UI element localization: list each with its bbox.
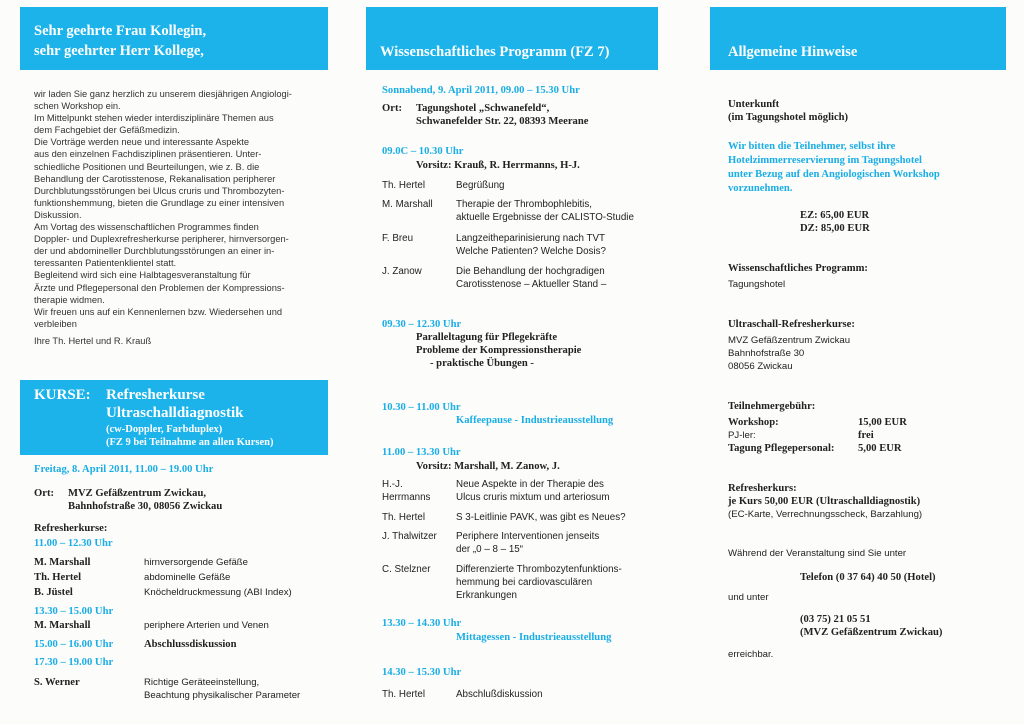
intro-line: Ärzte und Pflegepersonal den Problemen der Kompressions- [34, 282, 285, 293]
unterkunft-note: (im Tagungshotel möglich) [728, 112, 849, 123]
program-header-band [366, 7, 658, 70]
kurse-header-band [20, 380, 328, 455]
unterkunft-label: Unterkunft [728, 99, 780, 110]
kurse-title-1: Refresherkurse [106, 387, 205, 403]
course-topic: hirnversorgende Gefäße [144, 557, 248, 568]
intro-line: Im Mittelpunkt stehen wieder interdisziplinäre Themen aus [34, 113, 274, 124]
intro-line: dem Fachgebiet der Gefäßmedizin. [34, 125, 180, 136]
program-venue: Tagungshotel [728, 279, 786, 290]
double-room-price: DZ: 85,00 EUR [800, 223, 870, 234]
intro-line: schen Workshop ein. [34, 101, 121, 112]
session-2-time: 11.00 – 13.30 Uhr [382, 447, 461, 458]
session-1-chair: Vorsitz: Krauß, R. Herrmanns, H-J. [416, 160, 580, 171]
booking-notice-line: unter Bezug auf den Angiologischen Workshop [728, 169, 940, 180]
speaker-name: J. Zanow [382, 266, 422, 277]
talk-title: Welche Patienten? Welche Dosis? [456, 246, 606, 257]
course-topic: Beachtung physikalischer Parameter [144, 690, 301, 701]
coffee-break-time: 10.30 – 11.00 Uhr [382, 402, 461, 413]
lunch-label: Mittagessen - Industrieausstellung [456, 632, 612, 643]
refresher-fee-label: Refresherkurs: [728, 483, 797, 494]
phone-mvz-org: (MVZ Gefäßzentrum Zwickau) [800, 627, 943, 638]
talk-title: Abschlußdiskussion [456, 689, 543, 700]
talk-title: Ulcus cruris mixtum und arteriosum [456, 492, 610, 503]
speaker-name: F. Breu [382, 233, 414, 244]
booking-notice-line: Wir bitten die Teilnehmer, selbst ihre [728, 141, 896, 152]
course-topic: Richtige Geräteeinstellung, [144, 677, 260, 688]
speaker-name: C. Stelzner [382, 564, 431, 575]
refresher-venue-line: Bahnhofstraße 30 [728, 348, 805, 359]
welcome-letter [34, 88, 326, 347]
course-topic: Knöcheldruckmessung (ABI Index) [144, 587, 292, 598]
intro-line: aus den einzelnen Fachdisziplinen präsentieren. Unter- [34, 149, 262, 160]
lunch-time: 13.30 – 14.30 Uhr [382, 618, 462, 629]
kurse-time-2: 13.30 – 15.00 Uhr [34, 606, 114, 617]
kurse-ort-line-1: MVZ Gefäßzentrum Zwickau, [68, 488, 207, 499]
talk-title: Die Behandlung der hochgradigen [456, 266, 605, 277]
intro-line: Diskussion. [34, 209, 82, 220]
intro-line: Wir freuen uns auf ein Kennenlernen bzw. Wiedersehen und [34, 306, 283, 317]
session-1-time: 09.0C – 10.30 Uhr [382, 146, 464, 157]
kurse-time-4: 17.30 – 19.00 Uhr [34, 657, 114, 668]
talk-title: der „0 – 8 – 15“ [456, 544, 523, 555]
info-title: Allgemeine Hinweise [728, 44, 858, 60]
intro-line: verbleiben [34, 318, 77, 329]
course-topic: abdominelle Gefäße [144, 572, 231, 583]
talk-title: aktuelle Ergebnisse der CALISTO-Studie [456, 212, 634, 223]
kurse-ort-line-2: Bahnhofstraße 30, 08056 Zwickau [68, 501, 223, 512]
course-topic: periphere Arterien und Venen [144, 620, 269, 631]
program-ort-label: Ort: [382, 103, 402, 114]
talk-title: Therapie der Thrombophlebitis, [456, 199, 592, 210]
speaker-name: B. Jüstel [34, 587, 73, 598]
parallel-session-line-1: Paralleltagung für Pflegekräfte [416, 332, 558, 343]
payment-methods: (EC-Karte, Verrechnungsscheck, Barzahlung) [728, 509, 923, 520]
session-2-chair: Vorsitz: Marshall, M. Zanow, J. [416, 461, 560, 472]
intro-line: Die Vorträge werden neue und interessante Aspekte [34, 137, 250, 148]
talk-title: Begrüßung [456, 180, 505, 191]
single-room-price: EZ: 65,00 EUR [800, 210, 870, 221]
contact-reachable: erreichbar. [728, 649, 774, 660]
kurse-time-3: 15.00 – 16.00 Uhr [34, 639, 114, 650]
fee-label: Teilnehmergebühr: [728, 401, 816, 412]
talk-title: Differenzierte Thrombozytenfunktions- [456, 564, 622, 575]
parallel-session-line-2: Probleme der Kompressionstherapie [416, 345, 582, 356]
intro-line: der und abdomineller Durchblutungsstörungen an einer in- [34, 246, 275, 257]
talk-title: Erkrankungen [456, 590, 517, 601]
talk-title: Langzeitheparinisierung nach TVT [456, 233, 606, 244]
intro-line: Doppler- und Duplexrefresherkurse peripherer, hirnversorgen- [34, 234, 289, 245]
booking-notice-line: Hotelzimmerreservierung im Tagungshotel [728, 155, 922, 166]
contact-intro: Während der Veranstaltung sind Sie unter [728, 548, 907, 559]
phone-hotel: Telefon (0 37 64) 40 50 (Hotel) [800, 572, 936, 583]
talk-title: hemmung bei cardiovasculären [456, 577, 593, 588]
speaker-name: Th. Hertel [382, 689, 426, 700]
intro-line: Durchblutungsstörungen bei Ulcus cruris und Thrombozyten- [34, 185, 285, 196]
kurse-date: Freitag, 8. April 2011, 11.00 – 19.00 Uhr [34, 464, 214, 475]
speaker-name: M. Marshall [34, 557, 91, 568]
speaker-name: H.-J. [382, 479, 403, 490]
fee-name: Workshop: [728, 417, 779, 428]
talk-title: Carotisstenose – Aktueller Stand – [456, 279, 607, 290]
intro-line: wir laden Sie ganz herzlich zu unserem diesjährigen Angiologi- [34, 89, 292, 99]
refresher-venue-line: MVZ Gefäßzentrum Zwickau [728, 335, 851, 346]
kurse-time-1: 11.00 – 12.30 Uhr [34, 538, 113, 549]
fee-name: PJ-ler: [728, 430, 756, 441]
program-ort-line-1: Tagungshotel „Schwanefeld“, [416, 103, 550, 114]
contact-and: und unter [728, 592, 769, 603]
kurse-subtitle-2: (FZ 9 bei Teilnahme an allen Kursen) [106, 437, 274, 448]
speaker-name: Th. Hertel [382, 512, 426, 523]
talk-title: S 3-Leitlinie PAVK, was gibt es Neues? [456, 512, 626, 523]
intro-line: Am Vortag des wissenschaftlichen Programmes finden [34, 222, 259, 233]
speaker-name: M. Marshall [34, 620, 91, 631]
kurse-title-2: Ultraschalldiagnostik [106, 405, 244, 421]
intro-line: schiedliche Positionen und Beurteilungen, wie z. B. die [34, 161, 260, 172]
talk-title: Neue Aspekte in der Therapie des [456, 479, 604, 490]
program-title: Wissenschaftliches Programm (FZ 7) [380, 44, 610, 60]
booking-notice-line: vorzunehmen. [728, 183, 793, 194]
speaker-name: J. Thalwitzer [382, 531, 437, 542]
speaker-name: M. Marshall [382, 199, 433, 210]
info-header-band [710, 7, 1006, 70]
program-date: Sonnabend, 9. April 2011, 09.00 – 15.30 Uhr [382, 85, 580, 96]
refresher-venue-line: 08056 Zwickau [728, 361, 793, 372]
fee-value: frei [858, 430, 874, 441]
parallel-session-time: 09.30 – 12.30 Uhr [382, 319, 462, 330]
kurse-prefix: KURSE: [34, 387, 91, 403]
intro-line: therapie widmen. [34, 294, 105, 305]
fee-value: 5,00 EUR [858, 443, 902, 454]
speaker-name: S. Werner [34, 677, 80, 688]
program-ort-line-2: Schwanefelder Str. 22, 08393 Meerane [416, 116, 589, 127]
fee-name: Tagung Pflegepersonal: [728, 443, 835, 454]
refresher-fee: je Kurs 50,00 EUR (Ultraschalldiagnostik) [728, 496, 921, 507]
kurse-subtitle-1: (cw-Doppler, Farbduplex) [106, 424, 223, 435]
program-venue-label: Wissenschaftliches Programm: [728, 263, 868, 274]
signature-line: Ihre Th. Hertel und R. Krauß [34, 335, 152, 346]
speaker-name: Th. Hertel [382, 180, 426, 191]
intro-line: teressanten Patientenklientel statt. [34, 258, 177, 269]
intro-line: funktionshemmung, bieten die Grundlage zu einer intensiven [34, 197, 285, 208]
talk-title: Periphere Interventionen jenseits [456, 531, 600, 542]
refresher-label: Refresherkurse: [34, 523, 108, 534]
speaker-name: Herrmanns [382, 492, 431, 503]
intro-line: Begleitend wird sich eine Halbtagesveranstaltung für [34, 270, 251, 281]
speaker-name: Th. Hertel [34, 572, 82, 583]
fee-value: 15,00 EUR [858, 417, 907, 428]
welcome-salutation-line-2: sehr geehrter Herr Kollege, [34, 43, 204, 59]
intro-line: Behandlung der Carotisstenose, Rekanalisation peripherer [34, 173, 276, 184]
kurse-ort-label: Ort: [34, 488, 54, 499]
closing-time: 14.30 – 15.30 Uhr [382, 667, 462, 678]
coffee-break-label: Kaffeepause - Industrieausstellung [456, 415, 614, 426]
course-topic: Abschlussdiskussion [144, 639, 237, 650]
welcome-salutation-line-1: Sehr geehrte Frau Kollegin, [34, 23, 207, 39]
parallel-session-line-3: - praktische Übungen - [430, 358, 534, 369]
phone-mvz: (03 75) 21 05 51 [800, 614, 871, 625]
welcome-header-band [20, 7, 328, 70]
refresher-venue-label: Ultraschall-Refresherkurse: [728, 319, 855, 330]
